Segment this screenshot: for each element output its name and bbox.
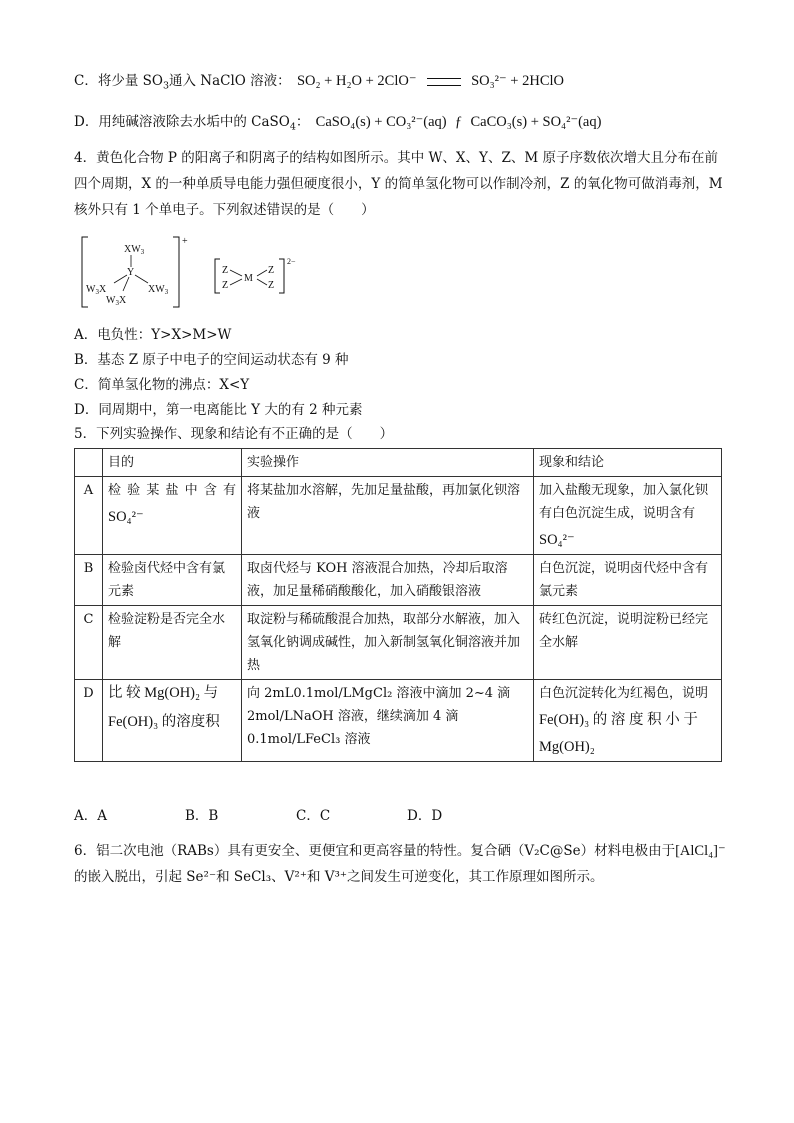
table-row: D 比 较 Mg(OH)₂ 与 Fe(OH)₃ 的溶度积 向 2mL0.1mol/LMgCl₂ 溶液中滴加 2~4 滴 2mol/LNaOH 溶液，继续滴加 4 滴 0.1mol/LFeCl₃ 溶液 白色沉淀转化为红褐色，说明 Fe(OH)₃ 的 溶 度 积 小 于 Mg(OH)₂ bbox=[75, 680, 722, 762]
right-bracket-icon bbox=[173, 237, 179, 307]
table-header-cell: 现象和结论 bbox=[534, 449, 722, 477]
anion-left-bracket-icon bbox=[215, 259, 220, 293]
q4-option-c: C．简单氢化物的沸点：X<Y bbox=[74, 377, 250, 393]
anion-z2: Z bbox=[222, 280, 229, 291]
anion-right-bracket-icon bbox=[279, 259, 284, 293]
cation-top-group: $XW_3$ bbox=[124, 244, 145, 256]
q3-option-c: C．将少量 $SO_3$通入 NaClO 溶液： SO₂ + H₂O + 2ClO⁻ SO₃²⁻ + 2HClO bbox=[74, 73, 564, 92]
q3-d-equation-right: CaCO₃(s) + SO₄²⁻(aq) bbox=[470, 114, 602, 130]
table-header-row bbox=[75, 449, 722, 477]
equilibrium-icon: ƒ bbox=[454, 114, 463, 130]
q5-choice-c: C．C bbox=[296, 808, 331, 824]
cation-charge: + bbox=[182, 236, 188, 247]
q3-c-equation-right: SO₃²⁻ + 2HClO bbox=[471, 73, 564, 89]
cation-center-atom: Y bbox=[127, 267, 135, 278]
table-row: B 检验卤代烃中含有氯元素 取卤代烃与 KOH 溶液混合加热，冷却后取溶液，加足量稀硝酸酸化，加入硝酸银溶液 白色沉淀，说明卤代烃中含有氯元素 bbox=[75, 555, 722, 606]
anion-z1: Z bbox=[222, 265, 229, 276]
table-row: A 检验某盐中含有 SO₄²⁻ 将某盐加水溶解，先加足量盐酸，再加氯化钡溶液 加入盐酸无现象，加入氯化钡有白色沉淀生成，说明含有 SO₄²⁻ bbox=[75, 477, 722, 555]
table-header-cell bbox=[75, 449, 103, 477]
q5-choices bbox=[74, 804, 518, 824]
table-header-cell: 目的 bbox=[103, 449, 242, 477]
cation-left-group: $W_3X$ bbox=[86, 284, 107, 296]
anion-charge: 2− bbox=[287, 257, 296, 266]
q4-option-a: A．电负性：Y>X>M>W bbox=[74, 327, 232, 343]
alcl4-ion: [AlCl₄]⁻ bbox=[675, 843, 726, 859]
q4-option-b: B．基态 Z 原子中电子的空间运动状态有 9 种 bbox=[74, 352, 349, 368]
table-row: C 检验淀粉是否完全水解 取淀粉与稀硫酸混合加热，取部分水解液，加入氢氧化钠调成碱性，加入新制氢氧化铜溶液并加热 砖红色沉淀，说明淀粉已经完全水解 bbox=[75, 606, 722, 680]
q5-choice-a: A．A bbox=[74, 808, 107, 824]
q3-c-equation-left: SO₂ + H₂O + 2ClO⁻ bbox=[296, 73, 417, 89]
q4-structure-figure bbox=[78, 233, 318, 313]
anion-z3: Z bbox=[268, 265, 275, 276]
left-bracket-icon bbox=[82, 237, 88, 307]
q5-stem: 5．下列实验操作、现象和结论有不正确的是（ ） bbox=[74, 426, 394, 442]
q3-option-d: D．用纯碱溶液除去水垢中的 CaSO$_4$： CaSO₄(s) + CO₃²⁻(aq) ƒ CaCO₃(s) + SO₄²⁻(aq) bbox=[74, 114, 602, 133]
q6-stem: 6．铝二次电池（RABs）具有更安全、更便宜和更高容量的特性。复合硒（V₂C@Se）材料电极由于[AlCl₄]⁻的嵌入脱出，引起 Se²⁻和 SeCl₃、V²⁺和 V³⁺之间发生可逆变化，其工作原理如图所示。 bbox=[74, 843, 726, 885]
cation-right-group: $XW_3$ bbox=[148, 284, 169, 296]
equals-sign-icon bbox=[427, 78, 461, 86]
q4-option-d: D．同周期中，第一电离能比 Y 大的有 2 种元素 bbox=[74, 402, 363, 418]
q3-d-equation-left: CaSO₄(s) + CO₃²⁻(aq) bbox=[315, 114, 447, 130]
q5-choice-d: D．D bbox=[407, 808, 443, 824]
q5-choice-b: B．B bbox=[185, 808, 219, 824]
q5-table bbox=[74, 448, 722, 762]
cation-bottom-group: $W_3X$ bbox=[106, 295, 127, 307]
table-header-cell: 实验操作 bbox=[242, 449, 534, 477]
q4-stem: 4．黄色化合物 P 的阳离子和阴离子的结构如图所示。其中 W、X、Y、Z、M 原子序数依次增大且分布在前四个周期，X 的一种单质导电能力强但硬度很小，Y 的简单氢化物可以作制冷剂，Z 的氧化物可做消毒剂，M 核外只有 1 个单电子。下列叙述错误的是（ ） bbox=[74, 150, 723, 218]
anion-z4: Z bbox=[268, 280, 275, 291]
anion-center-atom: M bbox=[244, 273, 253, 284]
